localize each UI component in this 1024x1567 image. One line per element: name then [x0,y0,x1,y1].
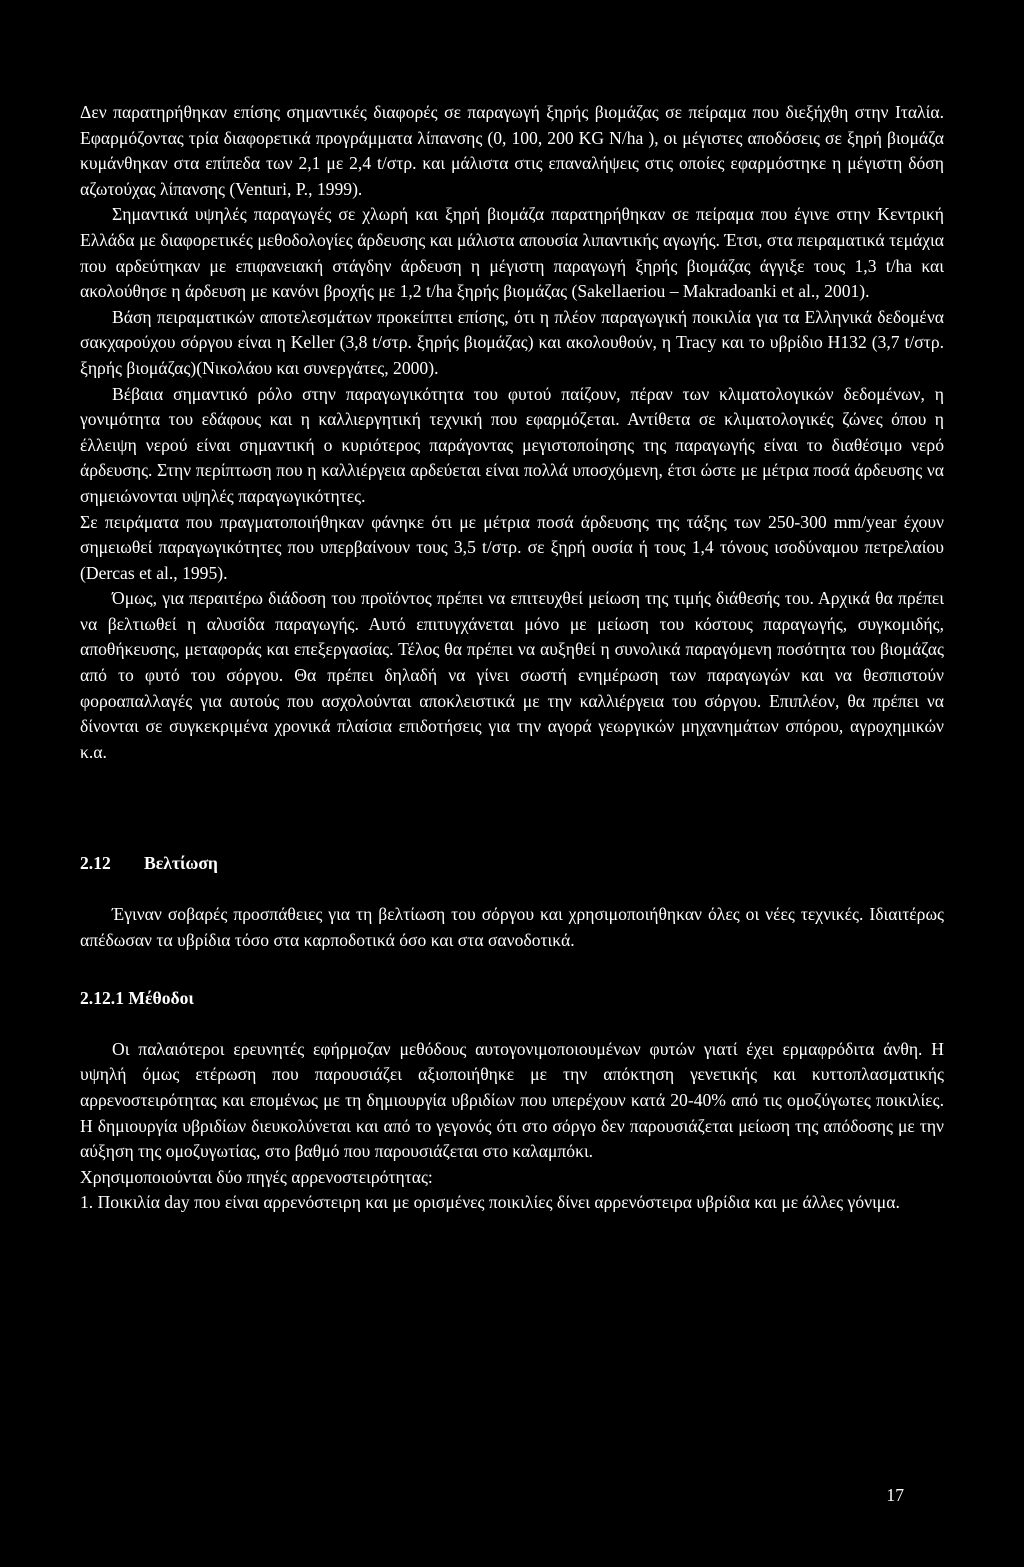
paragraph-productivity-factors: Βέβαια σημαντικό ρόλο στην παραγωγικότητα του φυτού παίζουν, πέραν των κλιματολογικών δεδομένων, η γονιμότητα του εδάφους και η καλλιεργητική τεχνική που εφαρμόζεται. Αντίθετα σε κλιματολογικές ζώνες όπου η έλλειψη νερού είναι σημαντική ο κυριότερος παράγοντας μεγιστοποίησης της παραγωγής είναι το διαθέσιμο νερό άρδευσης. Στην περίπτωση που η καλλιέργεια αρδεύεται είναι πολλά υποσχόμενη, έτσι ώστε με μέτρια ποσά άρδευσης να σημειώνονται υψηλές παραγωγικότητες. [80,383,944,506]
paragraph-varieties: Βάση πειραματικών αποτελεσμάτων προκείπτει επίσης, ότι η πλέον παραγωγική ποικιλία για τα Ελληνικά δεδομένα σακχαρούχου σόργου είναι η Keller (3,8 t/στρ. ξηρής βιομάζας) και ακολουθούν, η Tracy και το υβρίδιο H132 (3,7 t/στρ. ξηρής βιομάζας)(Νικολάου και συνεργάτες, 2000). [80,306,944,378]
subsection-heading-2-12-1: 2.12.1 Μέθοδοι [80,988,194,1009]
paragraph-methods: Οι παλαιότεροι ερευνητές εφήρμοζαν μεθόδους αυτογονιμοποιουμένων φυτών γιατί έχει ερμαφρόδιτα άνθη. Η υψηλή όμως ετέρωση που παρουσιάζει αξιοποιήθηκε με την απόκτηση γενετικής και κυττοπλασματικής αρρενοστειρότητας και επομένως με τη δημιουργία υβριδίων που υπερέχουν κατά 20-40% από τις ομοζύγωτες ποικιλίες. Η δημιουργία υβριδίων διευκολύνεται και από το γεγονός ότι στο σόργο δεν παρουσιάζεται μείωση της απόδοσης με την αύξηση της ομοζυγωτίας, στο βαθμό που παρουσιάζεται στο καλαμπόκι. [80,1038,944,1162]
spacer [80,953,944,986]
spacer [80,877,944,902]
paragraph-irrigation-experiments: Σε πειράματα που πραγματοποιήθηκαν φάνηκε ότι με μέτρια ποσά άρδευσης της τάξης των 250-300 mm/year έχουν σημειωθεί παραγωγικότητες που υπερβαίνουν τους 3,5 t/στρ. σε ξηρή ουσία ή τους 1,4 τόνους ισοδύναμου πετρελαίου (Dercas et al., 1995). [80,511,944,583]
paragraph-sources-intro: Χρησιμοποιούνται δύο πηγές αρρενοστειρότητας: [80,1166,433,1187]
document-page [80,100,944,1216]
spacer [80,1012,944,1037]
paragraph-central-greece-irrigation: Σημαντικά υψηλές παραγωγές σε χλωρή και ξηρή βιομάζα παρατηρήθηκαν σε πείραμα που έγινε στην Κεντρική Ελλάδα με διαφορετικές μεθοδολογίες άρδευσης και μάλιστα απουσία λιπαντικής αγωγής. Έτσι, στα πειραματικά τεμάχια που αρδεύτηκαν με επιφανειακή στάγδην άρδευση η μέγιστη παραγωγή ξηρής βιομάζας άγγιξε τους 1,3 t/ha και ακολούθησε η άρδευση με κανόνι βροχής με 1,2 t/ha ξηρής βιομάζας (Sakellaeriou – Makradoanki et al., 2001). [80,204,944,302]
section-title: Βελτίωση [144,853,218,874]
paragraph-improvement: Έγιναν σοβαρές προσπάθειες για τη βελτίωση του σόργου και χρησιμοποιήθηκαν όλες οι νέες τεχνικές. Ιδιαιτέρως απέδωσαν τα υβρίδια τόσο στα καρποδοτικά όσο και στα σανοδοτικά. [80,904,944,950]
spacer [80,765,944,851]
section-number: 2.12 [80,853,111,874]
page-number: 17 [886,1485,904,1505]
section-heading-2-12 [80,851,944,877]
paragraph-italy-fertilization: Δεν παρατηρήθηκαν επίσης σημαντικές διαφορές σε παραγωγή ξηρής βιομάζας σε πείραμα που διεξήχθη στην Ιταλία. Εφαρμόζοντας τρία διαφορετικά προγράμματα λίπανσης (0, 100, 200 KG N/ha ), οι μέγιστες αποδόσεις σε ξηρή βιομάζα κυμάνθηκαν στα επίπεδα των 2,1 με 2,4 t/στρ. και μάλιστα στις επαναλήψεις στις οποίες εφαρμόστηκε η μέγιστη δόση αζωτούχας λίπανσης (Venturi, P., 1999). [80,102,944,199]
paragraph-price-reduction: Όμως, για περαιτέρω διάδοση του προϊόντος πρέπει να επιτευχθεί μείωση της τιμής διάθεσής του. Αρχικά θα πρέπει να βελτιωθεί η αλυσίδα παραγωγής. Αυτό επιτυγχάνεται μόνο με μείωση του κόστους παραγωγής, συγκομιδής, αποθήκευσης, μεταφοράς και επεξεργασίας. Τέλος θα πρέπει να αυξηθεί η συνολικά παραγόμενη ποσότητα του βιομάζας από το φυτό του σόργου. Θα πρέπει δηλαδή να γίνει σωστή ενημέρωση των παραγωγών και να θεσπιστούν φοροαπαλλαγές για αυτούς που ασχολούνται αποκλειστικά με την καλλιέργεια του σόργου. Επιπλέον, θα πρέπει να δίνονται σε συγκεκριμένα χρονικά πλαίσια επιδοτήσεις για την αγορά γεωργικών μηχανημάτων σπόρου, αγροχημικών κ.α. [80,588,944,762]
list-item-1: 1. Ποικιλία day που είναι αρρενόστειρη και με ορισμένες ποικιλίες δίνει αρρενόστειρα υβρίδια και με άλλες γόνιμα. [80,1192,900,1213]
